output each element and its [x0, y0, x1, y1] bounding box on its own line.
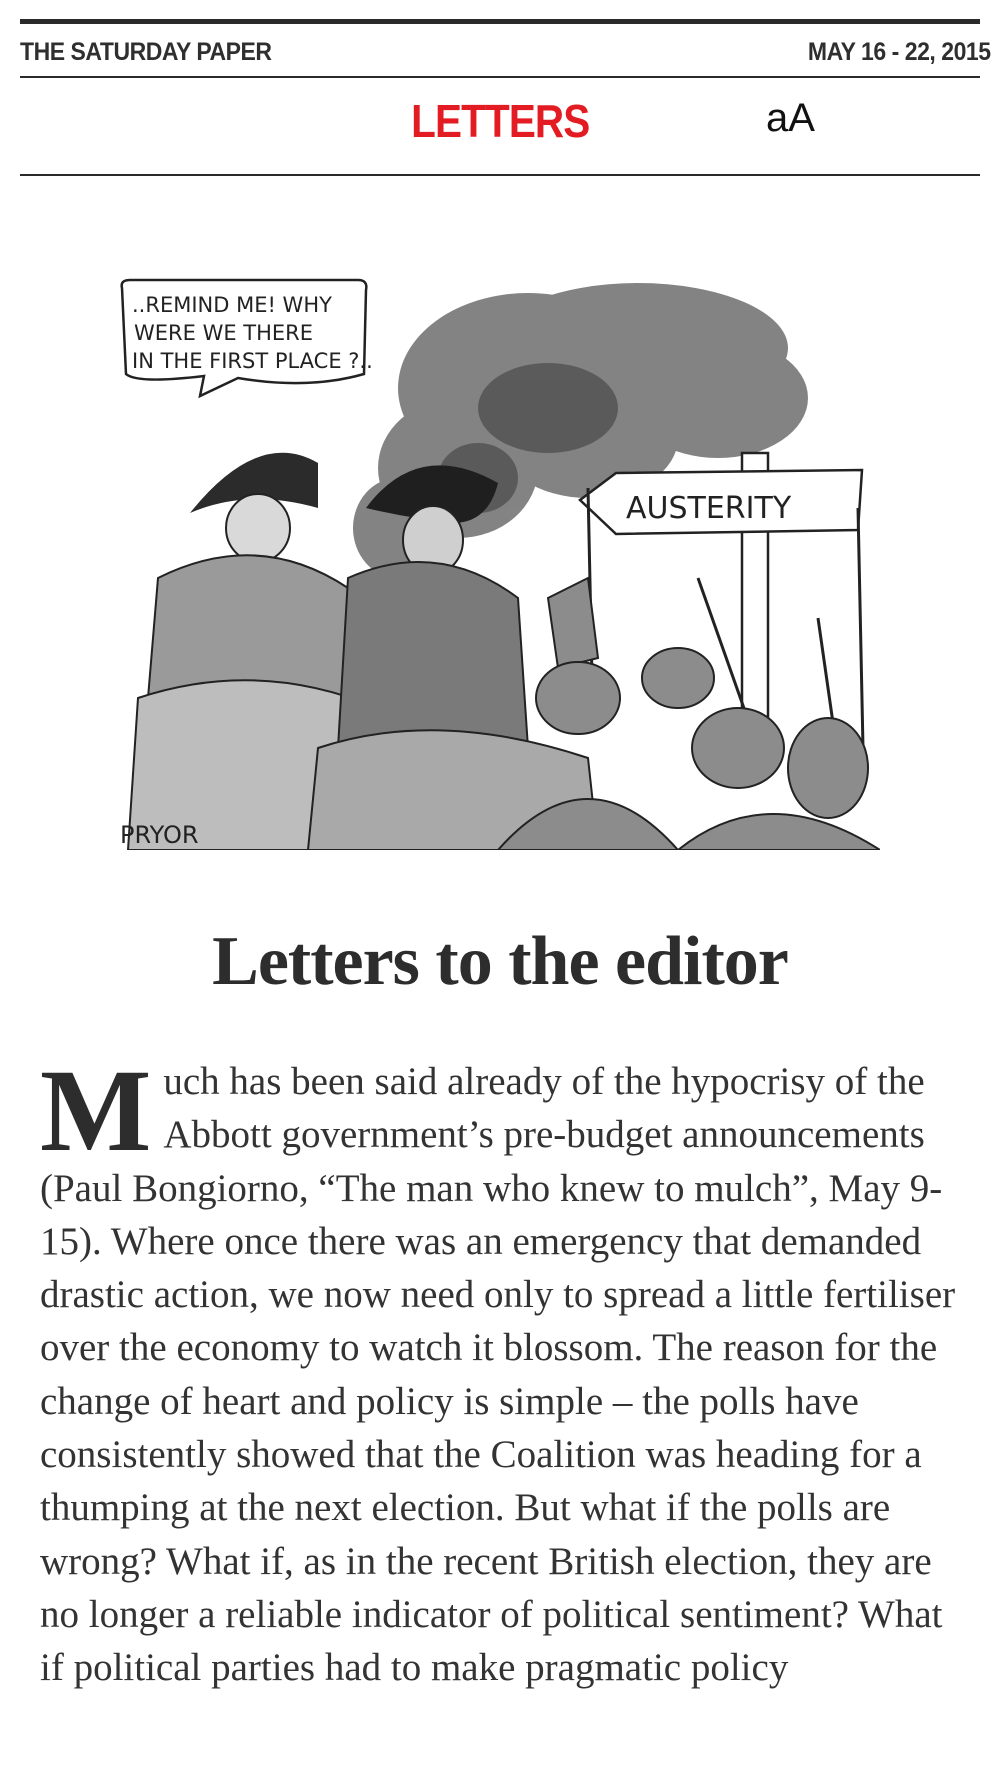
- section-bar: [20, 78, 980, 174]
- article-headline: Letters to the editor: [212, 923, 788, 1000]
- cartoonist-signature: PRYOR: [120, 821, 199, 849]
- section-rule: [20, 174, 980, 176]
- issue-date: MAY 16 - 22, 2015: [807, 37, 991, 66]
- sign-text: AUSTERITY: [626, 491, 792, 526]
- speech-bubble: [122, 280, 373, 396]
- speech-line-1: ..REMIND ME! WHY: [132, 293, 332, 317]
- speech-line-2: WERE WE THERE: [134, 321, 314, 345]
- publication-name: THE SATURDAY PAPER: [20, 37, 272, 66]
- drop-cap: M: [40, 1045, 152, 1176]
- article-body: [40, 1045, 970, 1695]
- editorial-cartoon: [118, 278, 880, 850]
- top-rule: [20, 19, 980, 24]
- masthead: [20, 30, 991, 74]
- article-body-text: uch has been said already of the hypocrisy of the Abbott government’s pre-budget announcements (Paul Bongiorno, “The man who knew to mulch”, May 9-15). Where once there was an emergency that demanded drastic action, we now need only to spread a little fertiliser over the economy to watch it blossom. The reason for the change of heart and policy is simple – the polls have consistently showed that the Coalition was heading for a thumping at the next election. But what if the polls are wrong? What if, as in the recent British election, they are no longer a reliable indicator of political sentiment? What if political parties had to make pragmatic policy: [40, 1060, 956, 1690]
- text-size-button[interactable]: aA: [766, 96, 815, 140]
- section-title: LETTERS: [410, 95, 590, 147]
- speech-line-3: IN THE FIRST PLACE ?..: [132, 349, 373, 373]
